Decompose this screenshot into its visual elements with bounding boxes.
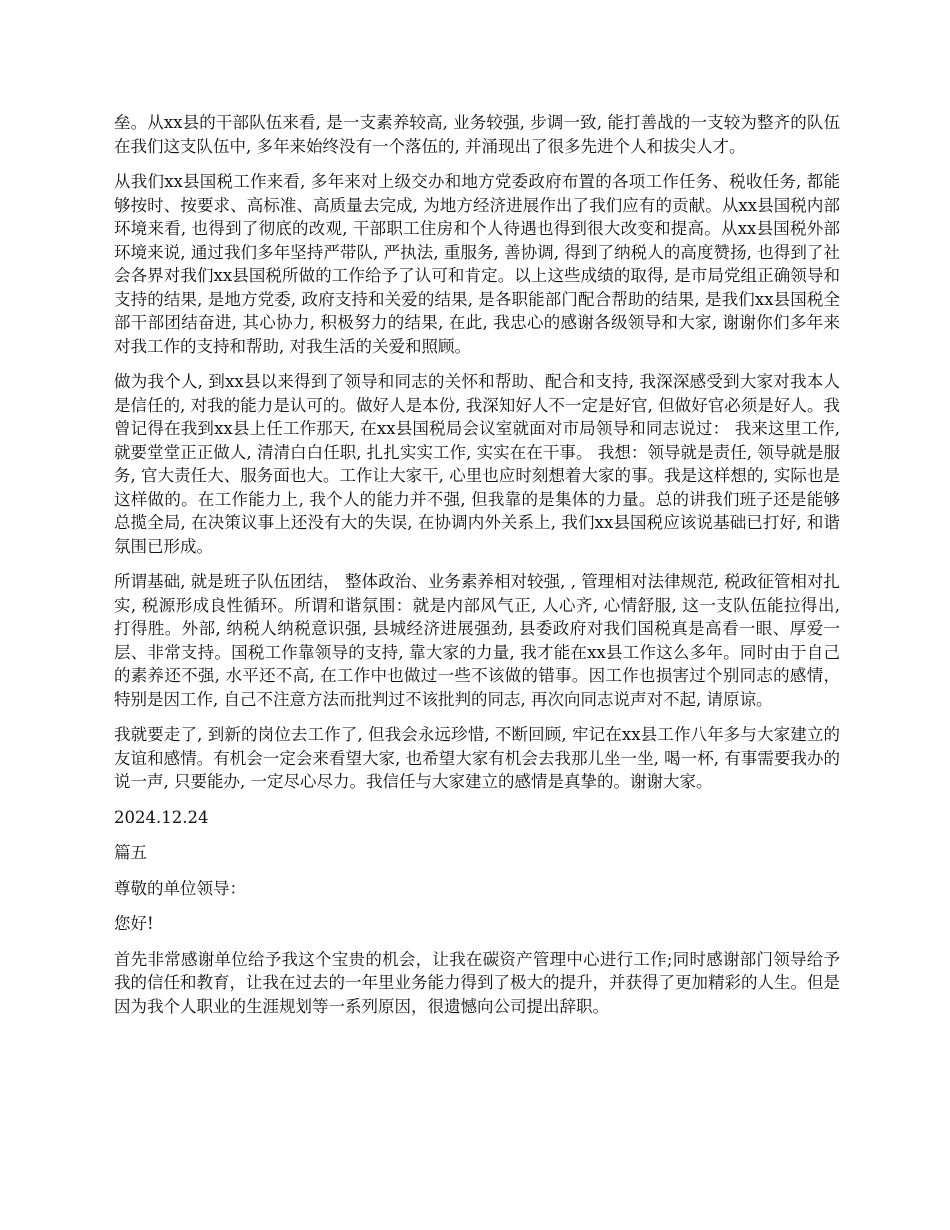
paragraph-personal: 做为我个人, 到xx县以来得到了领导和同志的关怀和帮助、配合和支持, 我深深感受到大家对我本人是信任的, 对我的能力是认可的。做好人是本份, 我深知好人不一定是好官, 但做好官必须是好人。我曾记得在我到xx县上任工作那天, 在xx县国税局会议室就面对市局领导和同志说过： 我来这里工作, 就要堂堂正正做人, 清清白白任职, 扎扎实实工作, 实实在在干事。 我想：领导就是责任, 领导就是服务, 官大责任大、服务面也大。工作让大家干, 心里也应时刻想着大家的事。我是这样想的, 实际也是这样做的。在工作能力上, 我个人的能力并不强, 但我靠的是集体的力量。总的讲我们班子还是能够总揽全局, 在决策议事上还没有大的失误, 在协调内外关系上, 我们xx县国税应该说基础已打好, 和谐氛围已形成。 <box>114 372 840 556</box>
paragraph-farewell: 我就要走了, 到新的岗位去工作了, 但我会永远珍惜, 不断回顾, 牢记在xx县工作八年多与大家建立的友谊和感情。有机会一定会来看望大家, 也希望大家有机会去我那儿坐一坐, 喝一杯, 有事需要我办的说一声, 只要能办, 一定尽心尽力。我信任与大家建立的感情是真挚的。谢谢大家。 <box>114 725 840 791</box>
greeting: 您好! <box>114 914 154 933</box>
document-page <box>114 111 840 1030</box>
paragraph-foundation-harmony: 所谓基础, 就是班子队伍团结， 整体政治、业务素养相对较强, , 管理相对法律规范, 税政征管相对扎实, 税源形成良性循环。所谓和谐氛围：就是内部风气正, 人心齐, 心情舒服, 这一支队伍能拉得出, 打得胜。外部, 纳税人纳税意识强, 县城经济进展强劲, 县委政府对我们国税真是高看一眼、厚爱一层、非常支持。国税工作靠领导的支持, 靠大家的力量, 我才能在xx县工作这么多年。同时由于自己的素养还不强, 水平还不高, 在工作中也做过一些不该做的错事。因工作也损害过个别同志的感情， 特别是因工作, 自己不注意方法而批判过不该批判的同志, 再次向同志说声对不起, 请原谅。 <box>114 572 840 709</box>
document-date: 2024.12.24 <box>114 807 209 827</box>
section-title: 篇五 <box>114 843 147 862</box>
salutation: 尊敬的单位领导： <box>114 878 246 898</box>
paragraph-resignation: 首先非常感谢单位给予我这个宝贵的机会，让我在碳资产管理中心进行工作;同时感谢部门领导给予我的信任和教育，让我在过去的一年里业务能力得到了极大的提升，并获得了更加精彩的人生。但是因为我个人职业的生涯规划等一系列原因，很遗憾向公司提出辞职。 <box>114 949 840 1016</box>
paragraph-cadre-team: 垒。从xx县的干部队伍来看, 是一支素养较高, 业务较强, 步调一致, 能打善战的一支较为整齐的队伍在我们这支队伍中, 多年来始终没有一个落伍的, 并涌现出了很多先进个人和拔尖人才。 <box>114 113 840 156</box>
paragraph-tax-work: 从我们xx县国税工作来看, 多年来对上级交办和地方党委政府布置的各项工作任务、税收任务, 都能够按时、按要求、高标准、高质量去完成, 为地方经济进展作出了我们应有的贡献。从xx县国税内部环境来看, 也得到了彻底的改观, 干部职工住房和个人待遇也得到很大改变和提高。从xx县国税外部环境来说, 通过我们多年坚持严带队, 严执法, 重服务, 善协调, 得到了纳税人的高度赞扬, 也得到了社会各界对我们xx县国税所做的工作给予了认可和肯定。以上这些成绩的取得, 是市局党组正确领导和支持的结果, 是地方党委, 政府支持和关爱的结果, 是各职能部门配合帮助的结果, 是我们xx县国税全部干部团结奋进, 其心协力, 积极努力的结果, 在此, 我忠心的感谢各级领导和大家, 谢谢你们多年来对我工作的支持和帮助, 对我生活的关爱和照顾。 <box>114 172 840 356</box>
